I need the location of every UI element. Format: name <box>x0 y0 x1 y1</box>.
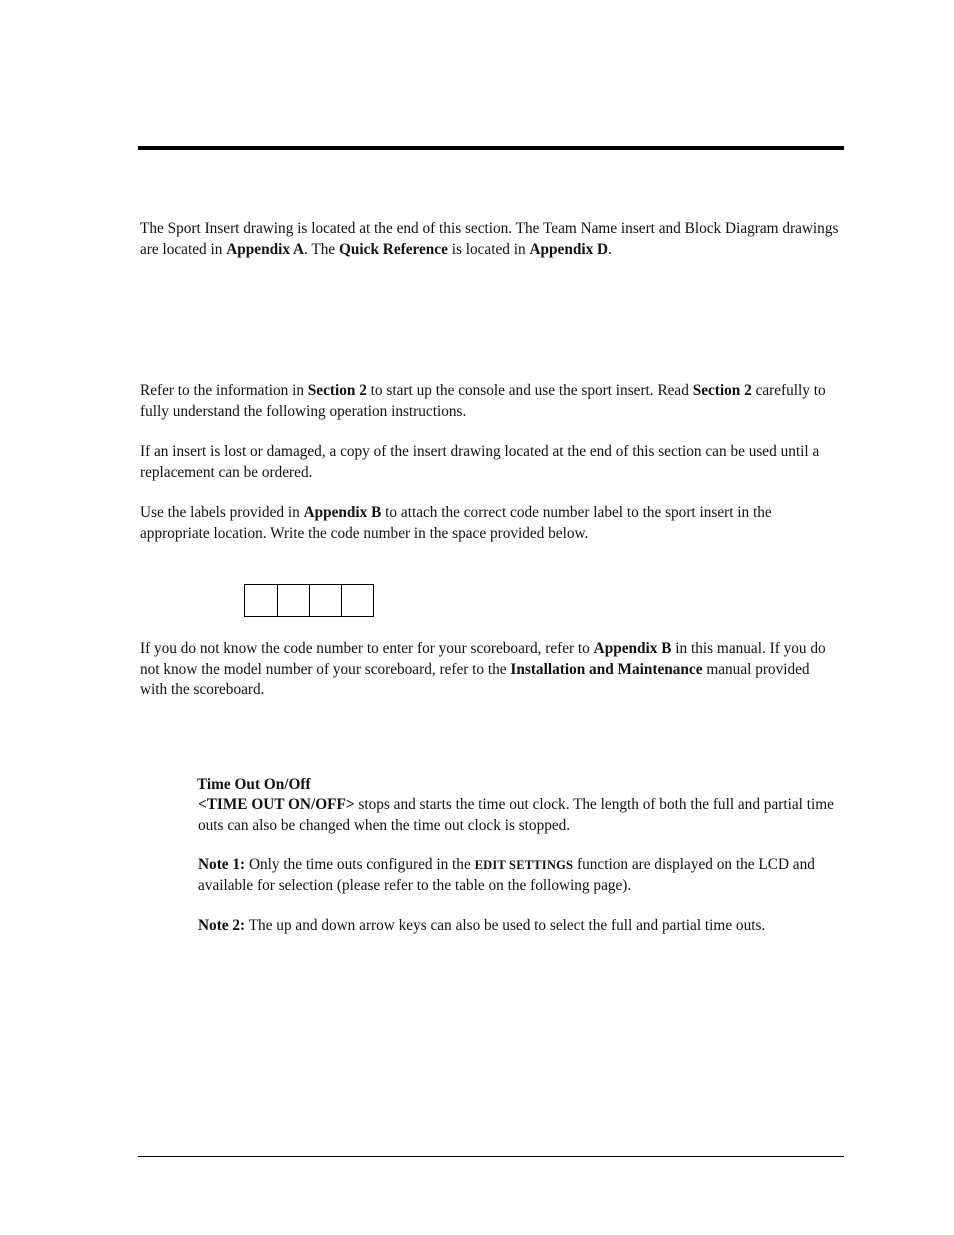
ref-appendix-d: Appendix D <box>529 240 609 258</box>
code-digit-box[interactable] <box>341 584 374 617</box>
note-2-label: Note 2: <box>198 917 246 934</box>
footer-rule <box>138 1156 844 1157</box>
code-digit-box[interactable] <box>244 584 278 617</box>
note-2: Note 2: The up and down arrow keys can also be used to select the full and partial time outs. <box>198 917 766 934</box>
ref-installation-manual: Installation and Maintenance <box>510 660 703 678</box>
ref-appendix-a: Appendix A <box>226 240 305 258</box>
code-digit-box[interactable] <box>309 584 342 617</box>
time-out-heading: Time Out On/Off <box>197 776 311 793</box>
ref-quick-reference: Quick Reference <box>339 240 448 258</box>
ref-section-2: Section 2 <box>307 382 367 399</box>
header-rule <box>138 146 844 150</box>
ref-section-2-second: Section 2 <box>692 382 752 399</box>
ref-appendix-b-help: Appendix B <box>593 640 672 657</box>
insert-lost-paragraph: If an insert is lost or damaged, a copy of the insert drawing located at the end of this section can be used until a replacement can be ordered. <box>140 443 820 481</box>
time-out-key: <TIME OUT ON/OFF> <box>198 796 355 813</box>
code-digit-box[interactable] <box>277 584 310 617</box>
code-number-boxes <box>244 584 374 617</box>
time-out-description: <TIME OUT ON/OFF> stops and starts the time out clock. The length of both the full and partial time outs can also be changed when the time out clock is stopped. <box>198 796 834 834</box>
labels-paragraph: Use the labels provided in Appendix B to attach the correct code number label to the sport insert in the appropriate location. Write the code number in the space provided below. <box>140 504 772 542</box>
code-help-paragraph: If you do not know the code number to enter for your scoreboard, refer to Appendix B in this manual. If you do not know the model number of your scoreboard, refer to the Installation and Maintenance manual provided with the scoreboard. <box>140 640 826 698</box>
intro-paragraph: The Sport Insert drawing is located at the end of this section. The Team Name insert and Block Diagram drawings are located in Appendix A. The Quick Reference is located in Appendix D. <box>140 220 839 258</box>
edit-settings-term: EDIT SETTINGS <box>474 858 574 872</box>
note-1: Note 1: Only the time outs configured in the EDIT SETTINGS function are displayed on the LCD and available for selection (please refer to the table on the following page). <box>198 856 815 894</box>
ref-appendix-b: Appendix B <box>303 504 382 521</box>
note-1-label: Note 1: <box>198 856 246 873</box>
startup-paragraph: Refer to the information in Section 2 to start up the console and use the sport insert. Read Section 2 carefully to fully understand the following operation instructions. <box>140 382 826 420</box>
